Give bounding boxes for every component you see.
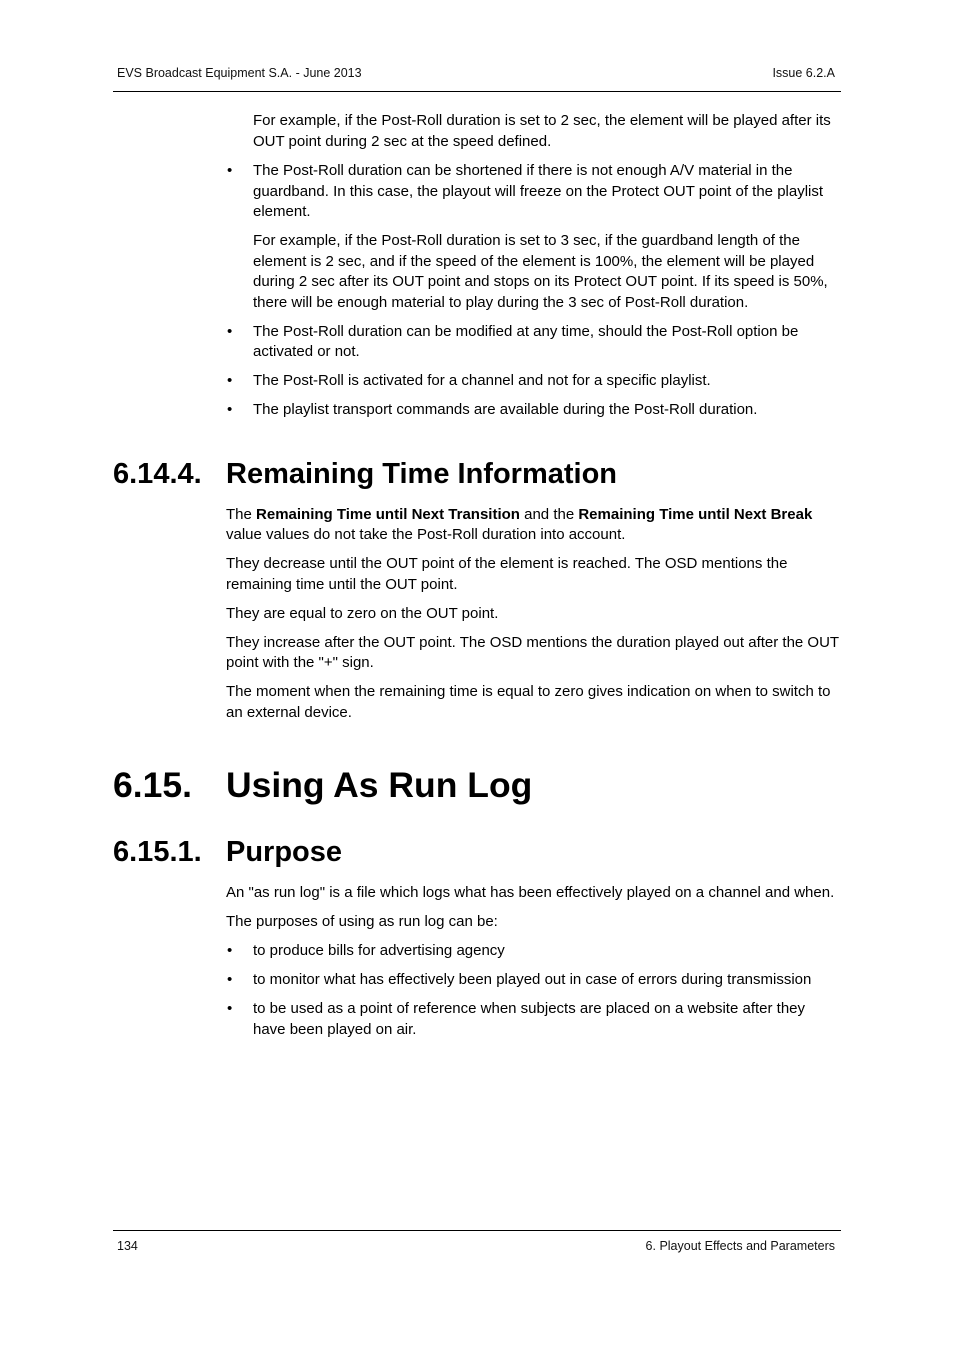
list-item-text: The playlist transport commands are available during the Post-Roll duration. [253,401,758,418]
bullet-marker: • [227,401,233,418]
header-publisher: EVS Broadcast Equipment S.A. - June 2013 [117,66,362,80]
section-title: Remaining Time Information [226,457,618,490]
example-paragraph: For example, if the Post-Roll duration is set to 2 sec, the element will be played after its OUT point during 2 sec at the speed defined. [253,112,831,150]
page-footer [113,1230,841,1261]
body-paragraph: The purposes of using as run log can be: [226,913,498,930]
list-item [227,322,841,363]
body-paragraph [226,505,841,546]
bullet-marker: • [227,942,233,959]
body-paragraph: They are equal to zero on the OUT point. [226,604,499,622]
section-number: 6.15. [113,765,192,805]
list-item [227,941,841,962]
purpose-bullet-list [113,941,841,1040]
body-paragraph: They increase after the OUT point. The OSD mentions the duration played out after the OUT point with the "+" sign. [226,633,839,671]
list-item-text: The Post-Roll is activated for a channel and not for a specific playlist. [253,372,711,389]
section-number: 6.14.4. [113,457,202,490]
bold-term: Remaining Time until Next Transition [256,505,520,523]
list-item-text: The Post-Roll duration can be modified at any time, should the Post-Roll option be activated or not. [253,322,799,360]
footer-chapter: 6. Playout Effects and Parameters [645,1239,835,1253]
page-number: 134 [117,1239,138,1253]
text-run: The [226,505,257,523]
page-content [113,111,841,1049]
list-item [227,400,841,421]
list-item-text: The Post-Roll duration can be shortened if there is not enough A/V material in the guardband. In this case, the playout will freeze on the Protect OUT point of the playlist element. [253,162,824,220]
header-issue: Issue 6.2.A [772,66,835,80]
page-header [113,66,841,92]
text-run: and the [519,505,579,523]
section-number: 6.15.1. [113,836,202,868]
list-item-text: to produce bills for advertising agency [253,942,505,959]
list-item-text: to monitor what has effectively been played out in case of errors during transmission [253,971,812,988]
list-item [227,999,841,1040]
bullet-marker: • [227,971,233,988]
section-title: Purpose [226,836,343,868]
list-item [227,371,841,392]
body-paragraph: The moment when the remaining time is equal to zero gives indication on when to switch to an external device. [226,683,831,721]
list-item [227,161,841,313]
bullet-marker: • [227,322,233,340]
bullet-marker: • [227,1000,233,1017]
bullet-marker: • [227,372,233,389]
bold-term: Remaining Time until Next Break [578,505,813,523]
body-paragraph: An "as run log" is a file which logs what has been effectively played on a channel and when. [226,884,835,901]
section-heading-6-15 [113,765,841,805]
example-paragraph: For example, if the Post-Roll duration is set to 3 sec, if the guardband length of the element is 2 sec, and if the speed of the element is 100%, the element will be played during 2 sec after its OUT point and stops on its Protect OUT point. If its speed is 50%, there will be enough material to play during the 3 sec of Post-Roll duration. [253,232,828,311]
list-item [227,970,841,991]
text-run: value values do not take the Post-Roll duration into account. [226,526,626,543]
list-item-text: to be used as a point of reference when subjects are placed on a website after they have been played on air. [253,1000,806,1038]
section-heading-6-15-1 [113,835,841,869]
bullet-marker: • [227,162,233,179]
body-paragraph: They decrease until the OUT point of the element is reached. The OSD mentions the remaining time until the OUT point. [226,555,788,593]
section-heading-6-14-4 [113,457,841,491]
section-title: Using As Run Log [226,765,533,805]
post-roll-bullet-list [113,161,841,421]
